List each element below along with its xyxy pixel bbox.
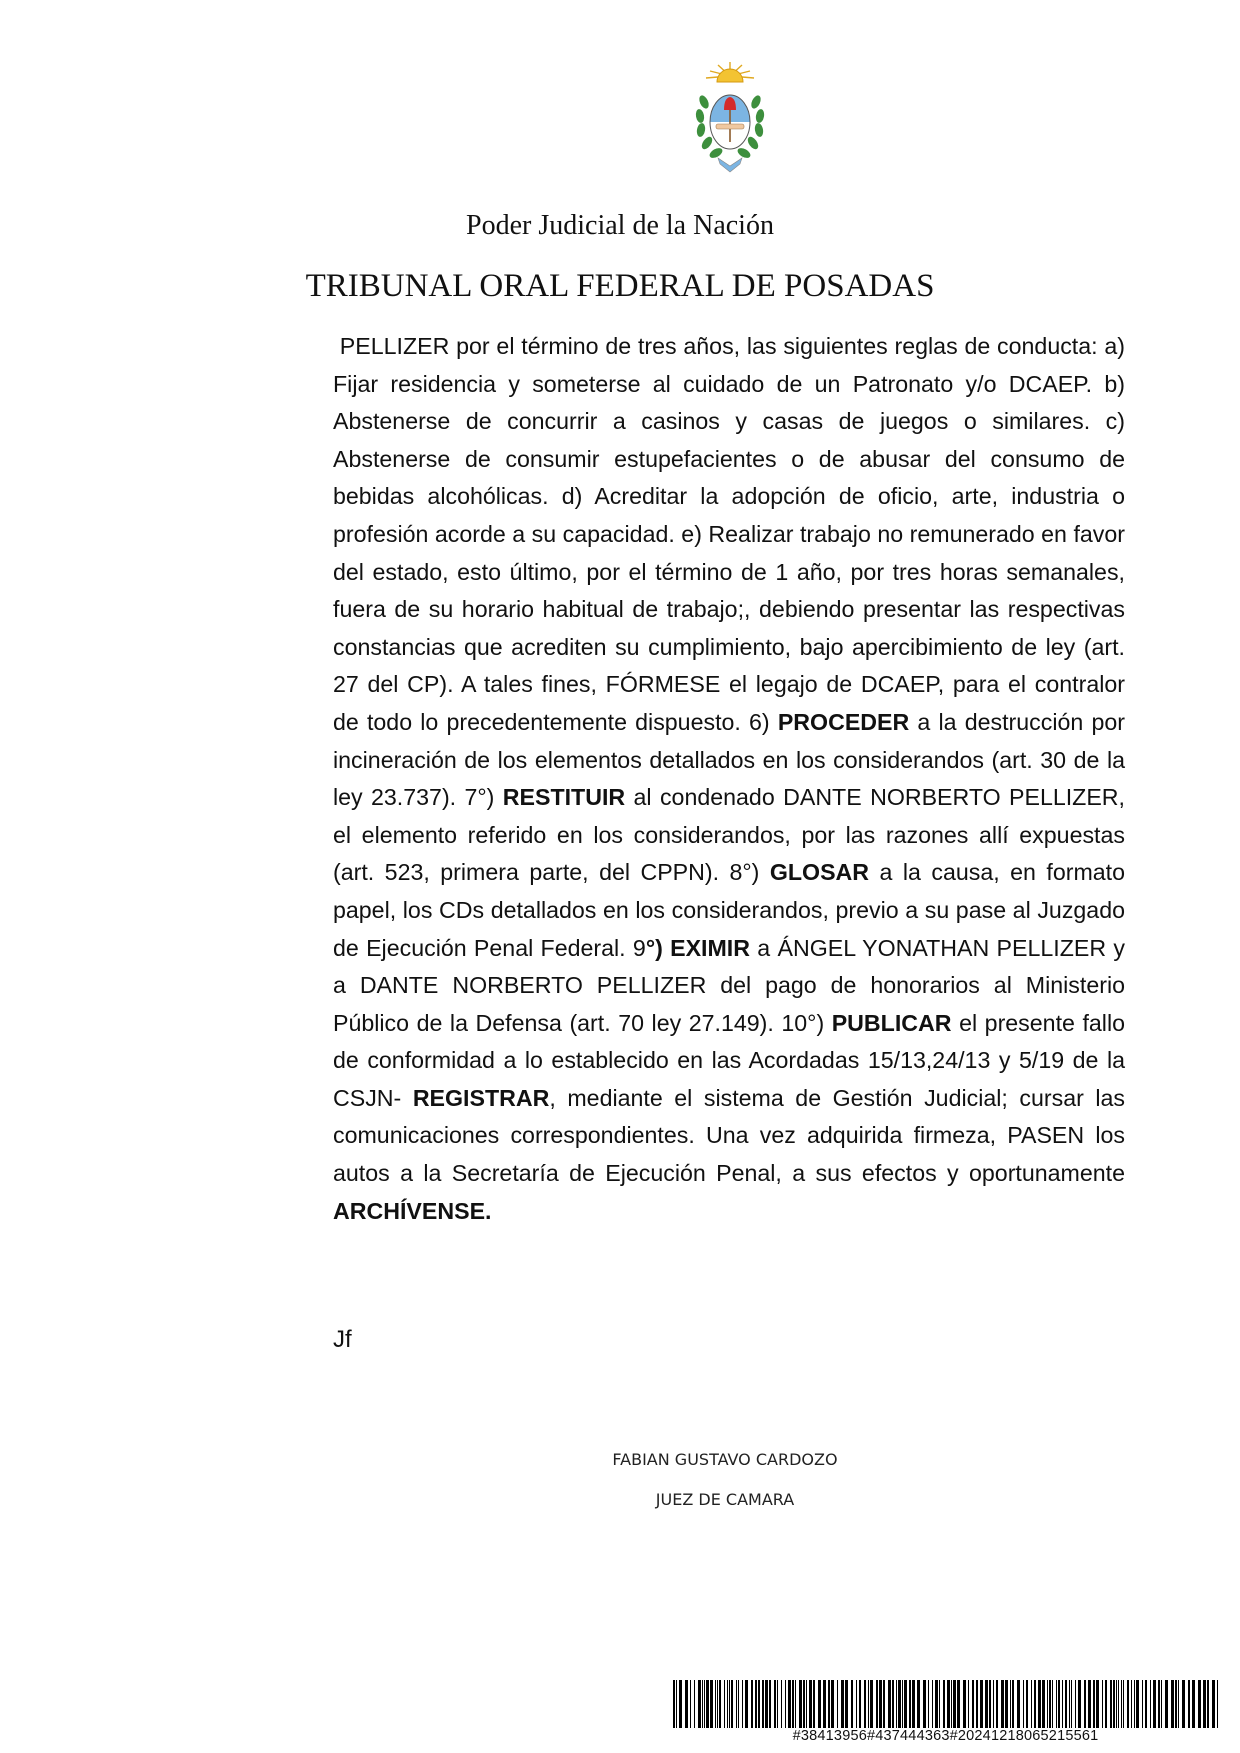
- barcode-bar: [993, 1680, 994, 1728]
- barcode-bar: [803, 1680, 805, 1728]
- barcode-bar: [1145, 1680, 1147, 1728]
- barcode-image: [673, 1680, 1218, 1728]
- barcode-bar: [892, 1680, 894, 1728]
- barcode-bar: [698, 1680, 701, 1728]
- barcode-bar: [1192, 1680, 1195, 1728]
- barcode-bar: [1038, 1680, 1041, 1728]
- barcode-bar: [957, 1680, 960, 1728]
- barcode-bar: [845, 1680, 848, 1728]
- body-text: , mediante el sistema de Gestión Judicial; cursar las comunicaciones correspondientes. Una vez adquirida firmeza, PASEN los autos a la Secretaría de Ejecución Penal, a sus efectos y oportunamente: [333, 1084, 1125, 1187]
- body-text: el presente fallo de conformidad a lo establecido en las Acordadas 15/13,24/13 y 5/19 de la CSJN-: [333, 1009, 1125, 1111]
- barcode-bar: [1031, 1680, 1032, 1728]
- barcode-bar: [769, 1680, 771, 1728]
- barcode-bar: [928, 1680, 929, 1728]
- barcode-bar: [1158, 1680, 1160, 1728]
- barcode-bar: [1212, 1680, 1215, 1728]
- barcode-bar: [1178, 1680, 1179, 1728]
- barcode-bar: [745, 1680, 748, 1728]
- barcode-bar: [809, 1680, 812, 1728]
- barcode-bar: [1116, 1680, 1117, 1728]
- barcode-bar: [685, 1680, 688, 1728]
- barcode-bar: [781, 1680, 782, 1728]
- barcode-bar: [818, 1680, 821, 1728]
- bold-restituir: RESTITUIR: [502, 784, 626, 811]
- barcode-bar: [1142, 1680, 1143, 1728]
- barcode-bar: [1207, 1680, 1209, 1728]
- barcode-bar: [876, 1680, 878, 1728]
- barcode-bar: [1078, 1680, 1081, 1728]
- barcode-bar: [755, 1680, 757, 1728]
- barcode-number: #38413956#437444363#20241218065215561: [792, 1728, 1099, 1744]
- barcode-bar: [1165, 1680, 1168, 1728]
- barcode-bar: [1110, 1680, 1112, 1728]
- barcode-bar: [1175, 1680, 1177, 1728]
- barcode-bar: [851, 1680, 853, 1728]
- resolution-body: [333, 328, 1125, 1230]
- barcode-bar: [1034, 1680, 1036, 1728]
- barcode-bar: [1134, 1680, 1135, 1728]
- bold-registrar: REGISTRAR: [412, 1084, 550, 1111]
- barcode-bar: [1093, 1680, 1095, 1728]
- barcode-bar: [717, 1680, 718, 1728]
- barcode-bar: [1075, 1680, 1076, 1728]
- barcode-bar: [980, 1680, 983, 1728]
- barcode-bar: [1121, 1680, 1122, 1728]
- barcode-bar: [758, 1680, 760, 1728]
- body-text: a la causa, en formato papel, los CDs detallados en los considerandos, previo a su pase al Juzgado de Ejecución Penal Federal. 9: [333, 859, 1125, 961]
- barcode-bar: [1058, 1680, 1060, 1728]
- barcode-bar: [1042, 1680, 1045, 1728]
- barcode-bar: [792, 1680, 794, 1728]
- barcode-bar: [823, 1680, 826, 1728]
- barcode-bar: [896, 1680, 897, 1728]
- barcode-bar: [702, 1680, 703, 1728]
- barcode-bar: [788, 1680, 791, 1728]
- body-text: PELLIZER por el término de tres años, las siguientes reglas de conducta: a) Fijar residencia y someterse al cuidado de un Patronato y/o DCAEP. b) Abstenerse de concurrir a casinos y casas de juegos o similares. c) Abstenerse de consumir estupefacientes o de abusar del consumo de bebidas alcohólicas. d) Acreditar la adopción de oficio, arte, industria o profesión acorde a su capacidad. e) Realizar trabajo no remunerado en favor del estado, esto último, por el término de 1 año, por tres horas semanales, fuera de su horario habitual de trabajo;, debiendo presentar las respectivas constancias que acrediten su cumplimiento, bajo apercibimiento de ley (art. 27 del CP). A tales fines, FÓRMESE el legajo de DCAEP, para el contralor de todo lo precedentemente dispuesto. 6): [333, 333, 1125, 735]
- barcode-bar: [888, 1680, 891, 1728]
- barcode-bar: [1198, 1680, 1201, 1728]
- barcode-bar: [673, 1680, 675, 1728]
- barcode-bar: [870, 1680, 873, 1728]
- barcode-bar: [690, 1680, 691, 1728]
- barcode-bar: [679, 1680, 682, 1728]
- barcode-bar: [1088, 1680, 1091, 1728]
- bold-glosar: GLOSAR: [769, 859, 870, 886]
- barcode-bar: [1136, 1680, 1139, 1728]
- barcode-bar: [738, 1680, 739, 1728]
- barcode-bar: [1017, 1680, 1020, 1728]
- barcode-bar: [1069, 1680, 1070, 1728]
- barcode-bar: [706, 1680, 709, 1728]
- barcode-bar: [762, 1680, 764, 1728]
- barcode-bar: [742, 1680, 743, 1728]
- body-text: a la destrucción por incineración de los elementos detallados en los considerandos (art. 30 de la ley 23.737). 7°): [333, 708, 1125, 811]
- barcode-bar: [1113, 1680, 1115, 1728]
- bold-archivense: ARCHÍVENSE.: [333, 1197, 492, 1224]
- institution-header: Poder Judicial de la Nación: [466, 210, 774, 241]
- barcode-bar: [909, 1680, 911, 1728]
- barcode-bar: [1131, 1680, 1132, 1728]
- barcode-bar: [1005, 1680, 1008, 1728]
- barcode-bar: [831, 1680, 834, 1728]
- coat-of-arms-emblem: [690, 62, 770, 180]
- barcode-bar: [935, 1680, 938, 1728]
- barcode-bar: [902, 1680, 903, 1728]
- barcode-bar: [1171, 1680, 1174, 1728]
- barcode-bar: [1105, 1680, 1107, 1728]
- barcode-bar: [1203, 1680, 1206, 1728]
- barcode-bar: [989, 1680, 991, 1728]
- barcode-bar: [868, 1680, 869, 1728]
- barcode-bar: [923, 1680, 926, 1728]
- barcode-bar: [1188, 1680, 1190, 1728]
- barcode-bar: [1065, 1680, 1067, 1728]
- barcode-bar: [947, 1680, 950, 1728]
- barcode-bar: [1118, 1680, 1119, 1728]
- barcode-bar: [1001, 1680, 1004, 1728]
- barcode-bar: [724, 1680, 725, 1728]
- barcode-bar: [841, 1680, 844, 1728]
- barcode-bar: [883, 1680, 885, 1728]
- barcode-bar: [676, 1680, 677, 1728]
- clerk-initials: Jf: [333, 1326, 352, 1353]
- barcode-bar: [856, 1680, 857, 1728]
- body-text: al condenado DANTE NORBERTO PELLIZER, el elemento referido en los considerandos, por las razones allí expuestas (art. 523, primera parte, del CPPN). 8°): [333, 784, 1125, 886]
- barcode-bar: [1217, 1680, 1218, 1728]
- barcode-bar: [932, 1680, 933, 1728]
- barcode-bar: [1049, 1680, 1051, 1728]
- barcode-bar: [912, 1680, 915, 1728]
- barcode-bar: [1123, 1680, 1124, 1728]
- barcode-bar: [719, 1680, 721, 1728]
- barcode-bar: [1071, 1680, 1072, 1728]
- barcode-bar: [1182, 1680, 1185, 1728]
- barcode-bar: [731, 1680, 733, 1728]
- barcode-bar: [751, 1680, 753, 1728]
- barcode-bar: [806, 1680, 807, 1728]
- signer-name: FABIAN GUSTAVO CARDOZO: [612, 1450, 838, 1469]
- barcode-bar: [1062, 1680, 1063, 1728]
- barcode-bar: [795, 1680, 796, 1728]
- barcode-bar: [943, 1680, 945, 1728]
- barcode-bar: [1056, 1680, 1057, 1728]
- court-header: TRIBUNAL ORAL FEDERAL DE POSADAS: [305, 268, 935, 304]
- barcode-bar: [799, 1680, 802, 1728]
- barcode-bar: [968, 1680, 969, 1728]
- barcode-bar: [953, 1680, 956, 1728]
- barcode-bar: [898, 1680, 901, 1728]
- barcode-bar: [1127, 1680, 1129, 1728]
- barcode-bar: [996, 1680, 998, 1728]
- barcode-bar: [765, 1680, 768, 1728]
- barcode-bar: [1012, 1680, 1014, 1728]
- barcode-bar: [1096, 1680, 1099, 1728]
- barcode-bar: [1010, 1680, 1011, 1728]
- barcode-bar: [976, 1680, 978, 1728]
- barcode-bar: [1026, 1680, 1028, 1728]
- barcode-bar: [1047, 1680, 1048, 1728]
- barcode-bar: [837, 1680, 838, 1728]
- barcode-bar: [1084, 1680, 1086, 1728]
- barcode-bar: [939, 1680, 940, 1728]
- barcode-bar: [774, 1680, 776, 1728]
- barcode-bar: [828, 1680, 830, 1728]
- barcode-bar: [694, 1680, 695, 1728]
- barcode-bar: [1153, 1680, 1156, 1728]
- barcode-bar: [715, 1680, 716, 1728]
- bold-proceder: PROCEDER: [777, 708, 910, 735]
- barcode-bar: [951, 1680, 952, 1728]
- barcode-bar: [864, 1680, 866, 1728]
- barcode-bar: [710, 1680, 713, 1728]
- barcode-bar: [859, 1680, 861, 1728]
- bold-eximir: °) EXIMIR: [645, 934, 750, 961]
- bold-publicar: PUBLICAR: [831, 1009, 952, 1036]
- barcode-bar: [963, 1680, 966, 1728]
- barcode-bar: [1150, 1680, 1151, 1728]
- barcode-bar: [1161, 1680, 1162, 1728]
- barcode-bar: [972, 1680, 974, 1728]
- barcode-bar: [879, 1680, 882, 1728]
- barcode-bar: [785, 1680, 786, 1728]
- barcode-bar: [704, 1680, 705, 1728]
- body-text: a ÁNGEL YONATHAN PELLIZER y a DANTE NORBERTO PELLIZER del pago de honorarios al Ministerio Público de la Defensa (art. 70 ley 27.149). 10°): [333, 934, 1125, 1036]
- barcode-bar: [985, 1680, 988, 1728]
- barcode-bar: [777, 1680, 778, 1728]
- barcode-bar: [729, 1680, 730, 1728]
- barcode-bar: [1023, 1680, 1024, 1728]
- barcode-bar: [736, 1680, 737, 1728]
- signer-title: JUEZ DE CAMARA: [655, 1490, 795, 1509]
- barcode-bar: [727, 1680, 728, 1728]
- barcode-bar: [917, 1680, 920, 1728]
- barcode-bar: [813, 1680, 815, 1728]
- barcode-bar: [904, 1680, 907, 1728]
- barcode-bar: [1102, 1680, 1103, 1728]
- barcode-bar: [1052, 1680, 1053, 1728]
